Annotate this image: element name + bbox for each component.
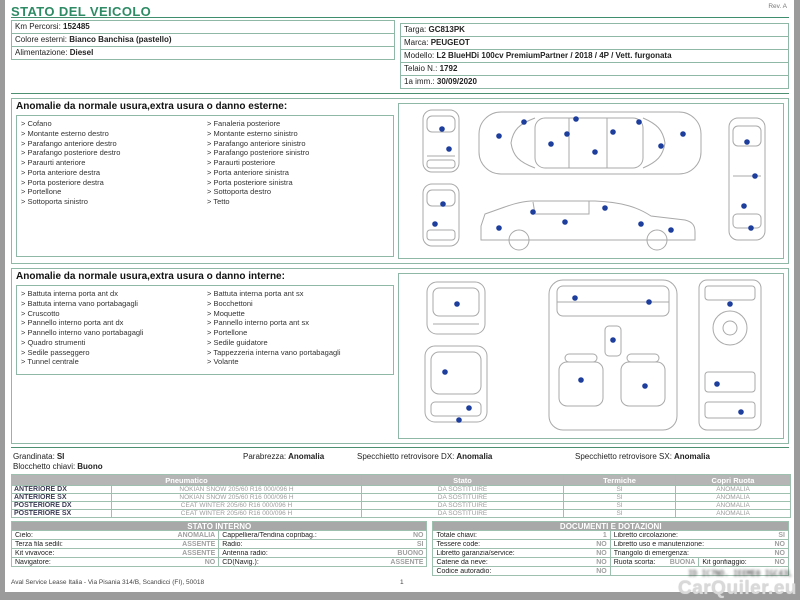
car-front-view <box>423 184 459 246</box>
tire-row-anteriore-sx: ANTERIORE SX NOKIAN SNOW 205/60 R16 000/096 H DA SOSTITUIRE SI ANOMALIA <box>12 494 791 502</box>
tire-row-posteriore-dx: POSTERIORE DX CEAT WINTER 205/60 R16 000/096 H DA SOSTITUIRE SI ANOMALIA <box>12 502 791 510</box>
anomaly-item: > Parafango posteriore sinistro <box>205 148 391 158</box>
anomaly-item: > Pannello interno vano portabagagli <box>19 328 205 338</box>
interior-views-svg <box>399 274 783 438</box>
anomaly-item: > Quadro strumenti <box>19 338 205 348</box>
info-targa: Targa: GC813PK <box>400 23 789 37</box>
table-row: Navigatore: NO CD(Navig.): ASSENTE <box>11 558 427 567</box>
anomaly-item: > Montante esterno destro <box>19 129 205 139</box>
check-specchietto-dx: Specchietto retrovisore DX: Anomalia <box>357 452 493 461</box>
anomaly-item: > Portellone <box>19 187 205 197</box>
column-header-copri-ruota: Copri Ruota <box>676 475 791 486</box>
table-row: Libretto garanzia/service: NO Triangolo di emergenza: NO <box>432 549 789 558</box>
anomaly-item: > Tunnel centrale <box>19 357 205 367</box>
external-anomalies-list <box>16 115 394 257</box>
anomaly-item: > Moquette <box>205 309 391 319</box>
info-marca: Marca: PEUGEOT <box>400 36 789 50</box>
info-modello: Modello: L2 BlueHDi 100cv PremiumPartner / 2018 / 4P / Vett. furgonata <box>400 49 789 63</box>
tire-row-anteriore-dx: ANTERIORE DX NOKIAN SNOW 205/60 R16 000/096 H DA SOSTITUIRE SI ANOMALIA <box>12 486 791 494</box>
documenti-dotazioni-table <box>432 521 789 576</box>
info-colore: Colore esterni: Bianco Banchisa (pastello) <box>11 33 395 47</box>
check-parabrezza: Parabrezza: Anomalia <box>243 452 325 461</box>
anomaly-item: > Parafango posteriore destro <box>19 148 205 158</box>
anomaly-item: > Paraurti anteriore <box>19 158 205 168</box>
table-row: Tessere code: NO Libretto uso e manutenzione: NO <box>432 540 789 549</box>
vehicle-status-report-page <box>5 0 794 592</box>
anomaly-item: > Parafango anteriore sinistro <box>205 139 391 149</box>
table-row: Catene da neve: NO Ruota scorta: BUONA Kit gonfiaggio: NO <box>432 558 789 567</box>
anomaly-item: > Pannello interno porta ant dx <box>19 318 205 328</box>
cabin-floorplan <box>549 280 677 430</box>
anomaly-item: > Fanaleria posteriore <box>205 119 391 129</box>
internal-anomalies-section <box>11 268 789 444</box>
documenti-header: DOCUMENTI E DOTAZIONI <box>432 521 789 531</box>
anomaly-item: > Montante esterno sinistro <box>205 129 391 139</box>
anomaly-item: > Paraurti posteriore <box>205 158 391 168</box>
divider <box>11 447 789 448</box>
interior-damage-diagram <box>398 273 784 439</box>
vehicle-info <box>11 21 789 89</box>
anomaly-item: > Tappezzeria interna vano portabagagli <box>205 348 391 358</box>
stato-interno-header: STATO INTERNO <box>11 521 427 531</box>
anomaly-item: > Pannello interno porta ant sx <box>205 318 391 328</box>
table-row: Terza fila sedili: ASSENTE Radio: SI <box>11 540 427 549</box>
trunk-view <box>427 282 485 334</box>
column-header-termiche: Termiche <box>564 475 676 486</box>
revision-label: Rev. A <box>768 3 787 10</box>
internal-anomalies-title: Anomalie da normale usura,extra usura o danno interne: <box>16 271 285 282</box>
anomaly-item: > Parafango anteriore destro <box>19 139 205 149</box>
check-specchietto-sx: Specchietto retrovisore SX: Anomalia <box>575 452 710 461</box>
external-anomalies-title: Anomalie da normale usura,extra usura o danno esterne: <box>16 101 288 112</box>
tires-table <box>11 474 791 518</box>
car-end-view <box>729 118 765 240</box>
car-rear-view <box>423 110 459 172</box>
info-telaio: Telaio N.: 1792 <box>400 62 789 76</box>
table-row: Cielo: ANOMALIA Cappelliera/Tendina copribag.: NO <box>11 531 427 540</box>
anomaly-item: > Sedile passeggero <box>19 348 205 358</box>
table-row: Kit vivavoce: ASSENTE Antenna radio: BUONO <box>11 549 427 558</box>
anomaly-item: > Sedile guidatore <box>205 338 391 348</box>
exterior-damage-diagram <box>398 103 784 259</box>
tire-row-posteriore-sx: POSTERIORE SX CEAT WINTER 205/60 R16 000/096 H DA SOSTITUIRE SI ANOMALIA <box>12 510 791 518</box>
info-km: Km Percorsi: 152485 <box>11 20 395 34</box>
document-header <box>11 3 789 18</box>
stato-interno-table <box>11 521 427 576</box>
tires-header-row <box>12 475 791 486</box>
vehicle-info-right <box>400 24 789 89</box>
redacted-id-text: ID IC7NO. IEEME0 IGC43L <box>688 569 792 578</box>
anomaly-item: > Porta posteriore destra <box>19 178 205 188</box>
anomaly-item: > Portellone <box>205 328 391 338</box>
info-alimentazione: Alimentazione: Diesel <box>11 46 395 60</box>
page-title: STATO DEL VEICOLO <box>11 4 152 19</box>
car-top-view <box>479 112 701 174</box>
anomaly-item: > Cruscotto <box>19 309 205 319</box>
vehicle-info-left <box>11 21 395 89</box>
check-grandinata: Grandinata: SI <box>13 452 65 461</box>
anomaly-item: > Porta anteriore destra <box>19 168 205 178</box>
anomaly-item: > Bocchettoni <box>205 299 391 309</box>
external-anomalies-section <box>11 98 789 264</box>
anomaly-item: > Sottoporta sinistro <box>19 197 205 207</box>
document-footer <box>11 579 789 588</box>
exterior-car-views-svg <box>399 104 783 258</box>
divider <box>11 93 789 94</box>
page-number: 1 <box>400 579 404 586</box>
summary-checks <box>11 451 789 472</box>
info-prima-immatricolazione: 1a imm.: 30/09/2020 <box>400 75 789 89</box>
internal-anomalies-list <box>16 285 394 375</box>
table-row: Totale chiavi: 1 Libretto circolazione: SI <box>432 531 789 540</box>
car-side-view <box>481 201 695 250</box>
anomaly-item: > Cofano <box>19 119 205 129</box>
anomaly-item: > Tetto <box>205 197 391 207</box>
anomaly-item: > Volante <box>205 357 391 367</box>
column-header-stato: Stato <box>362 475 564 486</box>
anomaly-item: > Battuta interna porta ant sx <box>205 289 391 299</box>
anomaly-item: > Battuta interna porta ant dx <box>19 289 205 299</box>
table-row: Codice autoradio: NO <box>432 567 789 576</box>
column-header-pneumatico: Pneumatico <box>12 475 362 486</box>
anomaly-item: > Porta anteriore sinistra <box>205 168 391 178</box>
watermark: CarQuiler.eu <box>678 578 797 599</box>
anomaly-item: > Sottoporta destro <box>205 187 391 197</box>
footer-company-address: Aval Service Lease Italia - Via Pisania 314/B, Scandicci (FI), 50018 <box>11 579 205 586</box>
anomaly-item: > Battuta interna vano portabagagli <box>19 299 205 309</box>
anomaly-item: > Porta posteriore sinistra <box>205 178 391 188</box>
check-blocchetto-chiavi: Blocchetto chiavi: Buono <box>13 462 103 471</box>
bottom-tables <box>11 521 789 576</box>
hatch-view <box>425 346 487 422</box>
